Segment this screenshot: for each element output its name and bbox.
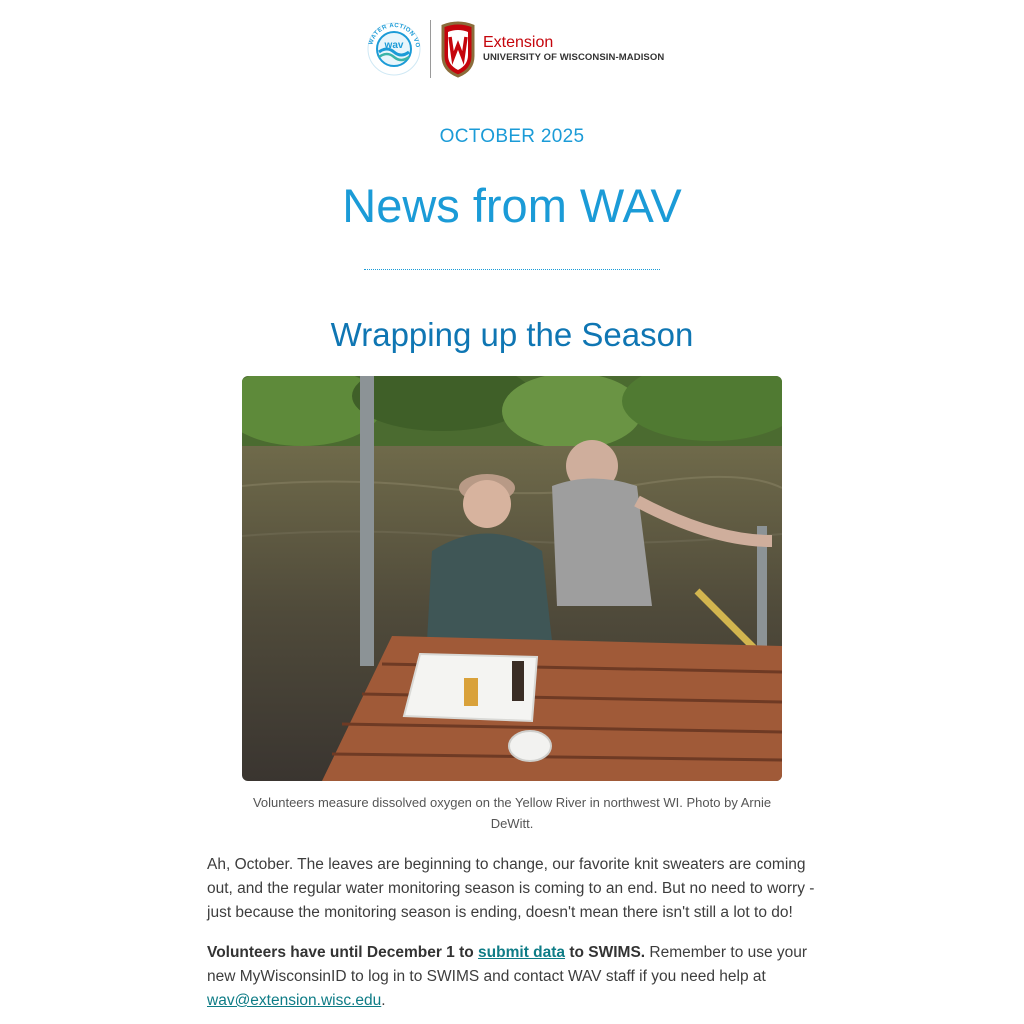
svg-text:wav: wav: [384, 40, 404, 51]
deadline-bold-end: to SWIMS.: [565, 944, 646, 961]
logo-divider: [430, 20, 431, 78]
uw-crest-icon: [439, 20, 477, 78]
extension-subtitle: UNIVERSITY OF WISCONSIN-MADISON: [483, 52, 665, 63]
submit-data-link[interactable]: submit data: [478, 944, 566, 961]
extension-title: Extension: [483, 34, 554, 51]
deadline-end: .: [381, 992, 386, 1009]
email-link[interactable]: wav@extension.wisc.edu: [207, 992, 382, 1009]
photo-caption: Volunteers measure dissolved oxygen on the Yellow River in northwest WI. Photo by Arnie DeWitt.: [252, 795, 772, 831]
svg-text:WATER ACTION VOLUNTEERS: WATER ACTION VO: [368, 22, 421, 49]
header-logos: [366, 18, 666, 80]
intro-paragraph: Ah, October. The leaves are beginning to change, our favorite knit sweaters are coming out, and the regular water monitoring season is coming to an end. But no need to worry - just because the monitoring season is ending, doesn't mean there isn't still a lot to do!: [207, 856, 815, 921]
wav-logo[interactable]: [366, 21, 422, 77]
extension-wordmark[interactable]: [483, 34, 664, 64]
deadline-rest: Remember to use your new MyWisconsinID to log in to SWIMS and contact WAV staff if you need help at: [207, 944, 808, 985]
issue-date: OCTOBER 2025: [439, 126, 585, 147]
newsletter-title: News from WAV: [342, 179, 682, 232]
deadline-bold-start: Volunteers have until December 1 to: [207, 944, 479, 961]
title-divider: [364, 269, 660, 270]
volunteers-photo: [242, 376, 782, 781]
deadline-paragraph: [207, 941, 817, 1013]
section-heading: Wrapping up the Season: [330, 316, 694, 353]
